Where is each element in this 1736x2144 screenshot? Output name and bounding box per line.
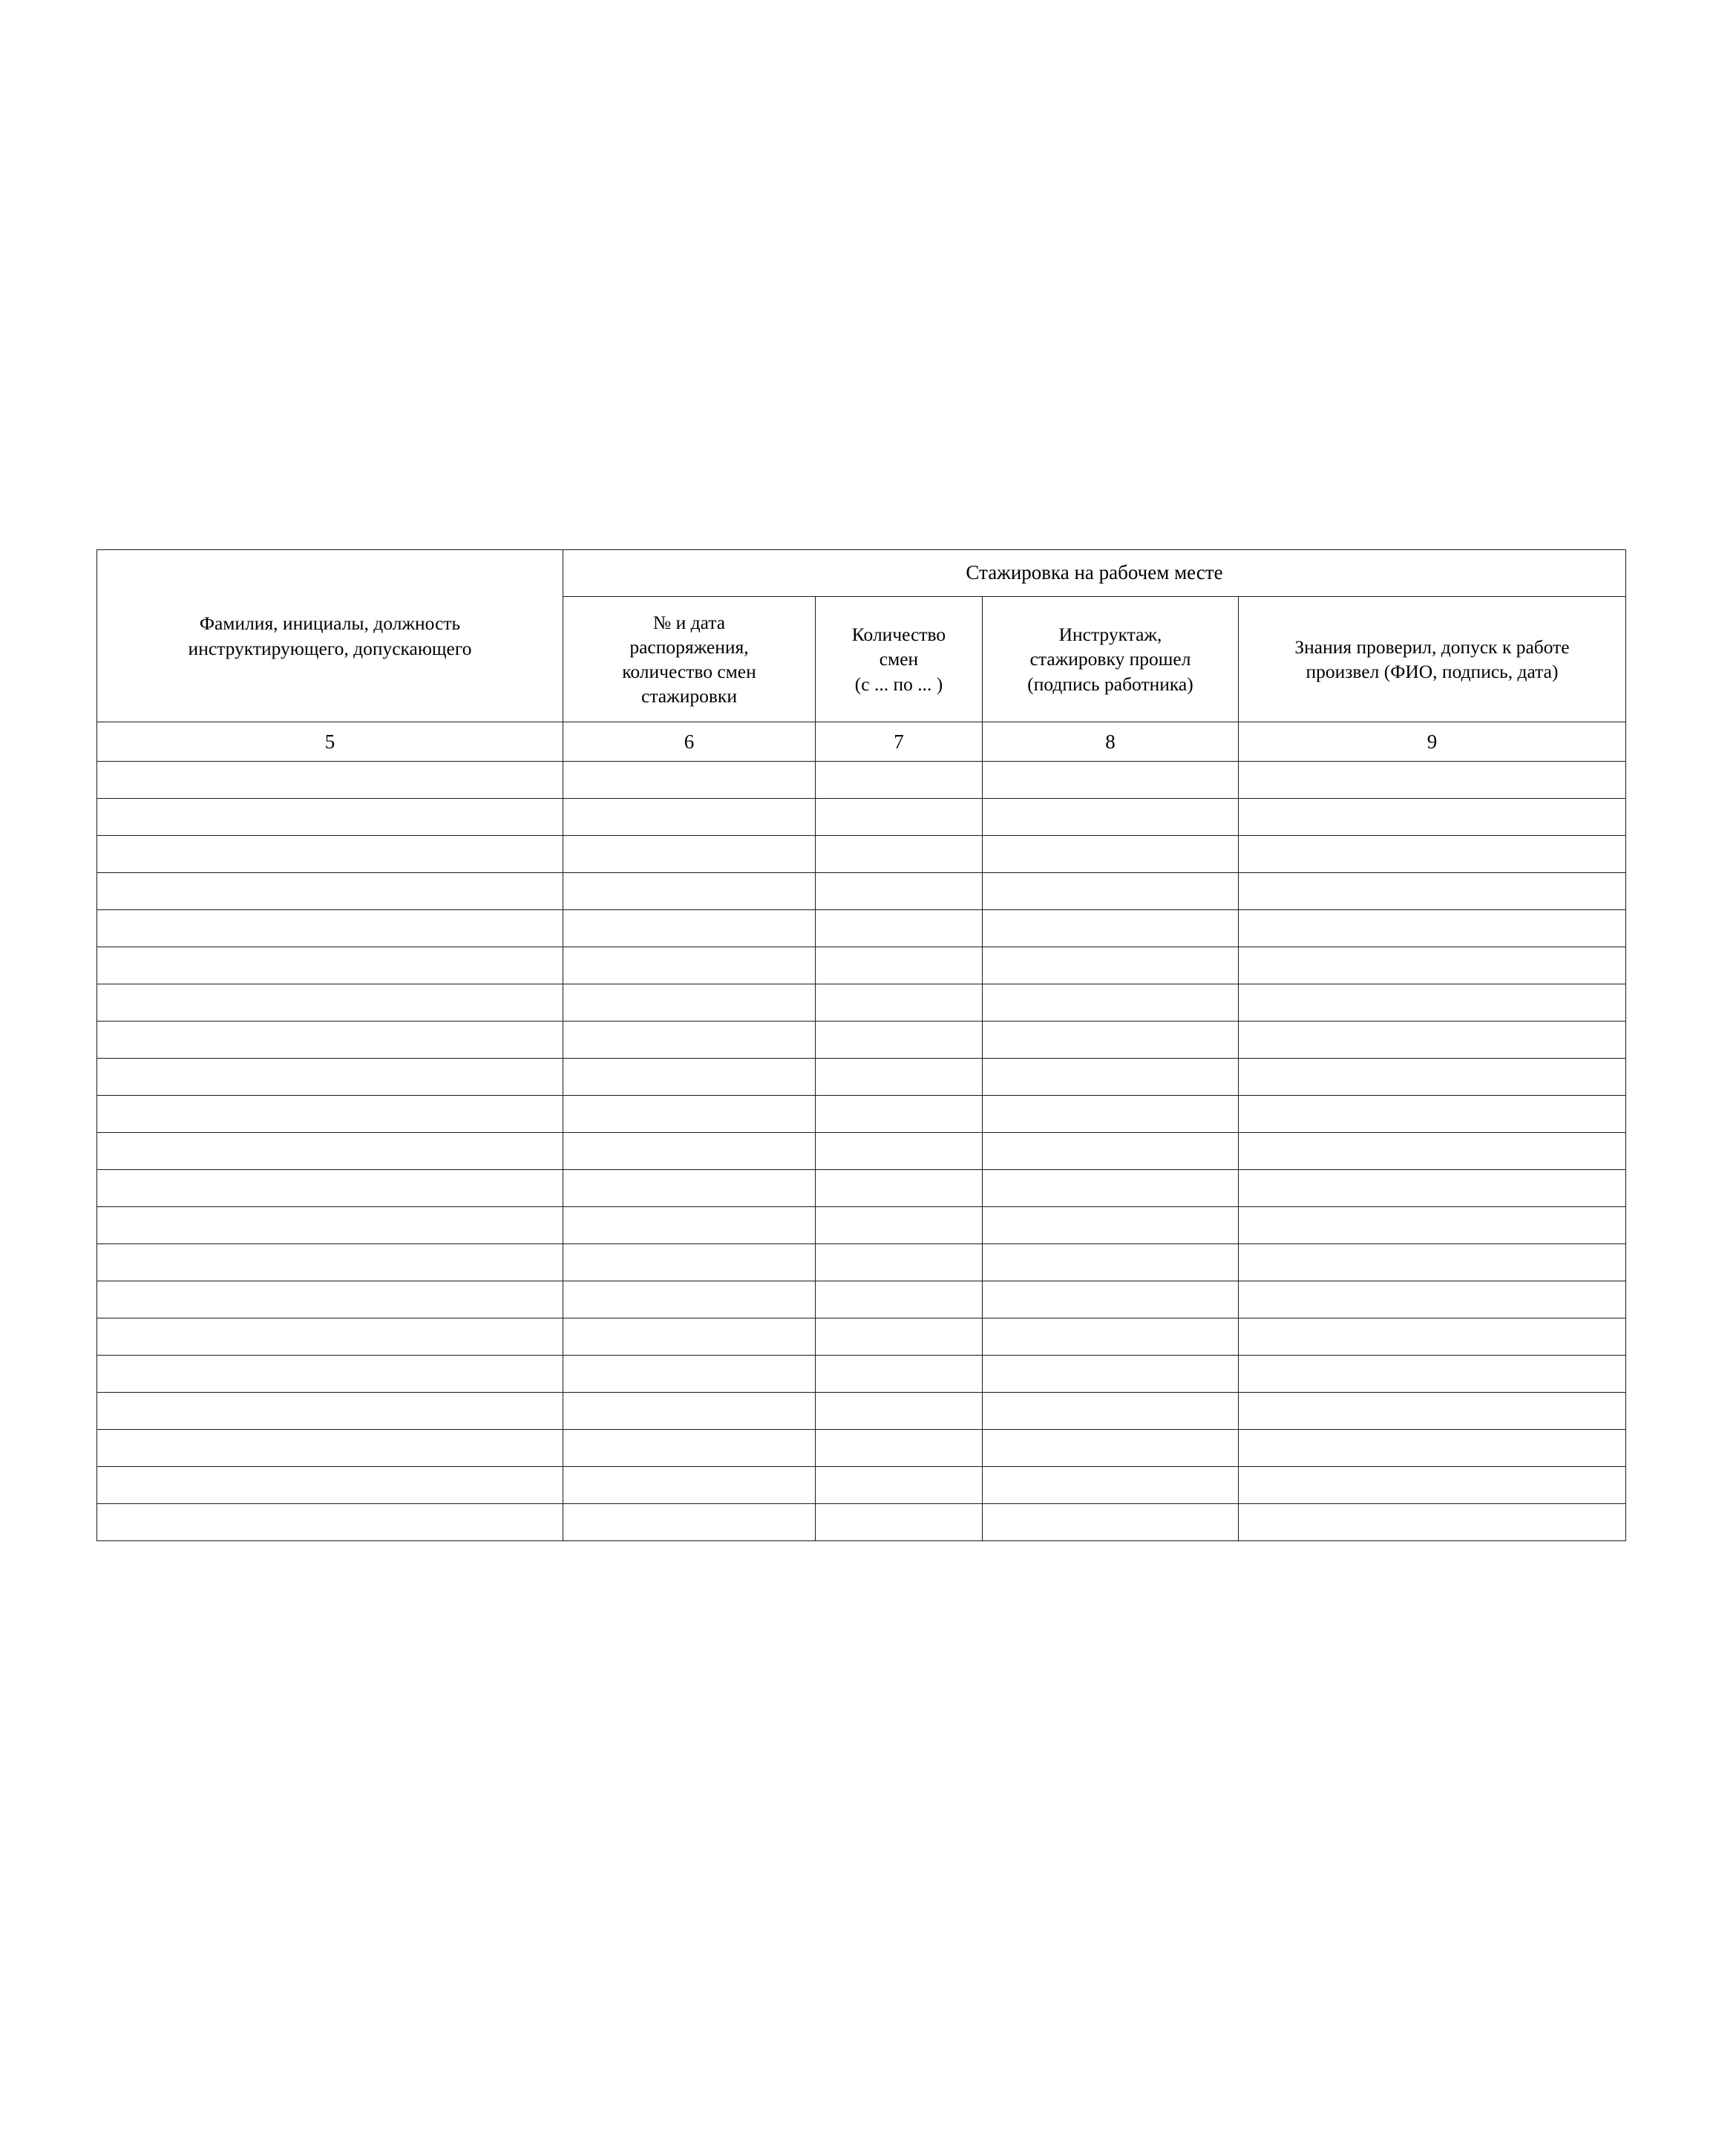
table-cell[interactable] xyxy=(97,1170,563,1207)
table-cell[interactable] xyxy=(1239,799,1626,836)
column-number-8: 8 xyxy=(983,722,1239,762)
column-header-7-line-1: Количество xyxy=(851,624,946,646)
table-cell[interactable] xyxy=(563,1281,816,1318)
table-row[interactable] xyxy=(97,1393,1626,1430)
table-cell[interactable] xyxy=(563,762,816,799)
table-row[interactable] xyxy=(97,1096,1626,1133)
table-cell[interactable] xyxy=(97,1059,563,1096)
column-header-5-line-2: инструктирующего, допускающего xyxy=(188,637,472,659)
journal-table xyxy=(96,549,1626,1541)
table-cell[interactable] xyxy=(1239,1207,1626,1244)
table-cell[interactable] xyxy=(1239,1096,1626,1133)
table-cell[interactable] xyxy=(983,984,1239,1022)
table-cell[interactable] xyxy=(816,799,983,836)
column-header-6-line-1: № и дата xyxy=(652,611,726,633)
column-header-7-line-2: смен xyxy=(879,648,919,670)
table-cell[interactable] xyxy=(563,1504,816,1541)
table-cell[interactable] xyxy=(1239,910,1626,947)
table-cell[interactable] xyxy=(97,1244,563,1281)
table-row[interactable] xyxy=(97,1467,1626,1504)
table-cell[interactable] xyxy=(816,1133,983,1170)
table-cell[interactable] xyxy=(816,1244,983,1281)
table-cell[interactable] xyxy=(816,1504,983,1541)
table-cell[interactable] xyxy=(816,910,983,947)
table-cell[interactable] xyxy=(563,1318,816,1356)
table-cell[interactable] xyxy=(1239,1170,1626,1207)
table-cell[interactable] xyxy=(983,1393,1239,1430)
table-row[interactable] xyxy=(97,1281,1626,1318)
table-cell[interactable] xyxy=(97,1467,563,1504)
table-cell[interactable] xyxy=(983,1356,1239,1393)
column-header-6 xyxy=(563,597,816,722)
table-cell[interactable] xyxy=(563,1467,816,1504)
table-row[interactable] xyxy=(97,799,1626,836)
table-cell[interactable] xyxy=(816,1059,983,1096)
table-cell[interactable] xyxy=(816,1318,983,1356)
table-cell[interactable] xyxy=(97,947,563,984)
table-cell[interactable] xyxy=(97,1393,563,1430)
table-cell[interactable] xyxy=(983,762,1239,799)
table-cell[interactable] xyxy=(983,1244,1239,1281)
table-row[interactable] xyxy=(97,984,1626,1022)
column-header-5 xyxy=(97,550,563,722)
table-cell[interactable] xyxy=(563,1133,816,1170)
table-cell[interactable] xyxy=(816,1356,983,1393)
table-cell[interactable] xyxy=(97,1022,563,1059)
table-cell[interactable] xyxy=(1239,1430,1626,1467)
table-cell[interactable] xyxy=(816,762,983,799)
table-cell[interactable] xyxy=(1239,984,1626,1022)
table-cell[interactable] xyxy=(983,910,1239,947)
table-row[interactable] xyxy=(97,1244,1626,1281)
table-cell[interactable] xyxy=(563,947,816,984)
table-cell[interactable] xyxy=(983,836,1239,873)
table-cell[interactable] xyxy=(1239,873,1626,910)
table-row[interactable] xyxy=(97,873,1626,910)
table-cell[interactable] xyxy=(816,1170,983,1207)
table-cell[interactable] xyxy=(563,799,816,836)
column-number-row xyxy=(97,722,1626,762)
table-cell[interactable] xyxy=(1239,1467,1626,1504)
column-number-9: 9 xyxy=(1239,722,1626,762)
column-number-6: 6 xyxy=(563,722,816,762)
table-cell[interactable] xyxy=(1239,762,1626,799)
table-row[interactable] xyxy=(97,762,1626,799)
table-cell[interactable] xyxy=(97,1318,563,1356)
table-cell[interactable] xyxy=(563,1356,816,1393)
table-row[interactable] xyxy=(97,1430,1626,1467)
table-body xyxy=(97,762,1626,1541)
table-cell[interactable] xyxy=(563,1393,816,1430)
table-cell[interactable] xyxy=(97,910,563,947)
column-header-8 xyxy=(983,597,1239,722)
table-cell[interactable] xyxy=(1239,1393,1626,1430)
table-row[interactable] xyxy=(97,1207,1626,1244)
table-cell[interactable] xyxy=(983,1170,1239,1207)
table-head xyxy=(97,550,1626,762)
table-cell[interactable] xyxy=(1239,836,1626,873)
column-header-9 xyxy=(1239,597,1626,722)
table-cell[interactable] xyxy=(1239,1059,1626,1096)
table-cell[interactable] xyxy=(1239,1244,1626,1281)
table-row[interactable] xyxy=(97,1504,1626,1541)
column-header-6-line-2: распоряжения, xyxy=(629,635,749,658)
table-cell[interactable] xyxy=(983,1096,1239,1133)
table-cell[interactable] xyxy=(563,1430,816,1467)
table-cell[interactable] xyxy=(816,984,983,1022)
table-cell[interactable] xyxy=(983,1430,1239,1467)
column-header-8-line-2: стажировку прошел xyxy=(1029,648,1191,670)
table-cell[interactable] xyxy=(816,873,983,910)
table-cell[interactable] xyxy=(563,873,816,910)
column-header-9-line-1: Знания проверил, допуск к работе xyxy=(1294,635,1570,658)
table-cell[interactable] xyxy=(983,1022,1239,1059)
table-cell[interactable] xyxy=(97,1133,563,1170)
table-cell[interactable] xyxy=(983,947,1239,984)
column-number-7: 7 xyxy=(816,722,983,762)
table-cell[interactable] xyxy=(1239,1318,1626,1356)
table-cell[interactable] xyxy=(816,1281,983,1318)
table-row[interactable] xyxy=(97,1133,1626,1170)
table-cell[interactable] xyxy=(97,1281,563,1318)
table-cell[interactable] xyxy=(97,984,563,1022)
table-cell[interactable] xyxy=(1239,1022,1626,1059)
column-header-5-line-1: Фамилия, инициалы, должность xyxy=(199,612,461,635)
table-cell[interactable] xyxy=(1239,1504,1626,1541)
table-cell[interactable] xyxy=(1239,947,1626,984)
table-cell[interactable] xyxy=(816,1393,983,1430)
column-header-6-line-4: стажировки xyxy=(641,685,737,707)
table-cell[interactable] xyxy=(983,1059,1239,1096)
table-cell[interactable] xyxy=(563,1244,816,1281)
table-cell[interactable] xyxy=(816,1022,983,1059)
table-cell[interactable] xyxy=(983,873,1239,910)
table-cell[interactable] xyxy=(816,1096,983,1133)
table-cell[interactable] xyxy=(983,1318,1239,1356)
table-cell[interactable] xyxy=(816,836,983,873)
table-row[interactable] xyxy=(97,836,1626,873)
column-header-7-line-3: (с ... по ... ) xyxy=(854,673,943,695)
table-row[interactable] xyxy=(97,910,1626,947)
table-cell[interactable] xyxy=(983,799,1239,836)
table-cell[interactable] xyxy=(97,1096,563,1133)
table-cell[interactable] xyxy=(983,1207,1239,1244)
table-cell[interactable] xyxy=(563,1096,816,1133)
column-number-5: 5 xyxy=(97,722,563,762)
column-header-7 xyxy=(816,597,983,722)
table-row[interactable] xyxy=(97,1318,1626,1356)
table-cell[interactable] xyxy=(563,1170,816,1207)
table-cell[interactable] xyxy=(983,1504,1239,1541)
table-cell[interactable] xyxy=(563,1059,816,1096)
table-cell[interactable] xyxy=(983,1467,1239,1504)
table-cell[interactable] xyxy=(97,836,563,873)
table-cell[interactable] xyxy=(563,836,816,873)
table-cell[interactable] xyxy=(816,1467,983,1504)
table-cell[interactable] xyxy=(1239,1133,1626,1170)
table-cell[interactable] xyxy=(983,1133,1239,1170)
table-cell[interactable] xyxy=(97,762,563,799)
table-cell[interactable] xyxy=(97,799,563,836)
column-header-6-line-3: количество смен xyxy=(622,661,756,682)
column-header-9-line-2: произвел (ФИО, подпись, дата) xyxy=(1306,661,1559,682)
table-row[interactable] xyxy=(97,1022,1626,1059)
table-row[interactable] xyxy=(97,947,1626,984)
table-cell[interactable] xyxy=(97,1207,563,1244)
table-cell[interactable] xyxy=(816,1207,983,1244)
table-cell[interactable] xyxy=(563,984,816,1022)
table-cell[interactable] xyxy=(563,910,816,947)
table-cell[interactable] xyxy=(983,1281,1239,1318)
table-row[interactable] xyxy=(97,1356,1626,1393)
group-header-internship: Стажировка на рабочем месте xyxy=(563,550,1626,597)
table-cell[interactable] xyxy=(97,1356,563,1393)
table-cell[interactable] xyxy=(97,1504,563,1541)
header-row-group xyxy=(97,550,1626,597)
table-row[interactable] xyxy=(97,1170,1626,1207)
table-cell[interactable] xyxy=(816,947,983,984)
column-header-8-line-1: Инструктаж, xyxy=(1058,624,1162,646)
journal-table-wrapper xyxy=(96,549,1625,1541)
table-cell[interactable] xyxy=(563,1207,816,1244)
table-cell[interactable] xyxy=(97,1430,563,1467)
table-row[interactable] xyxy=(97,1059,1626,1096)
table-cell[interactable] xyxy=(1239,1281,1626,1318)
table-cell[interactable] xyxy=(816,1430,983,1467)
table-cell[interactable] xyxy=(97,873,563,910)
table-cell[interactable] xyxy=(563,1022,816,1059)
column-header-8-line-3: (подпись работника) xyxy=(1027,673,1193,695)
table-cell[interactable] xyxy=(1239,1356,1626,1393)
